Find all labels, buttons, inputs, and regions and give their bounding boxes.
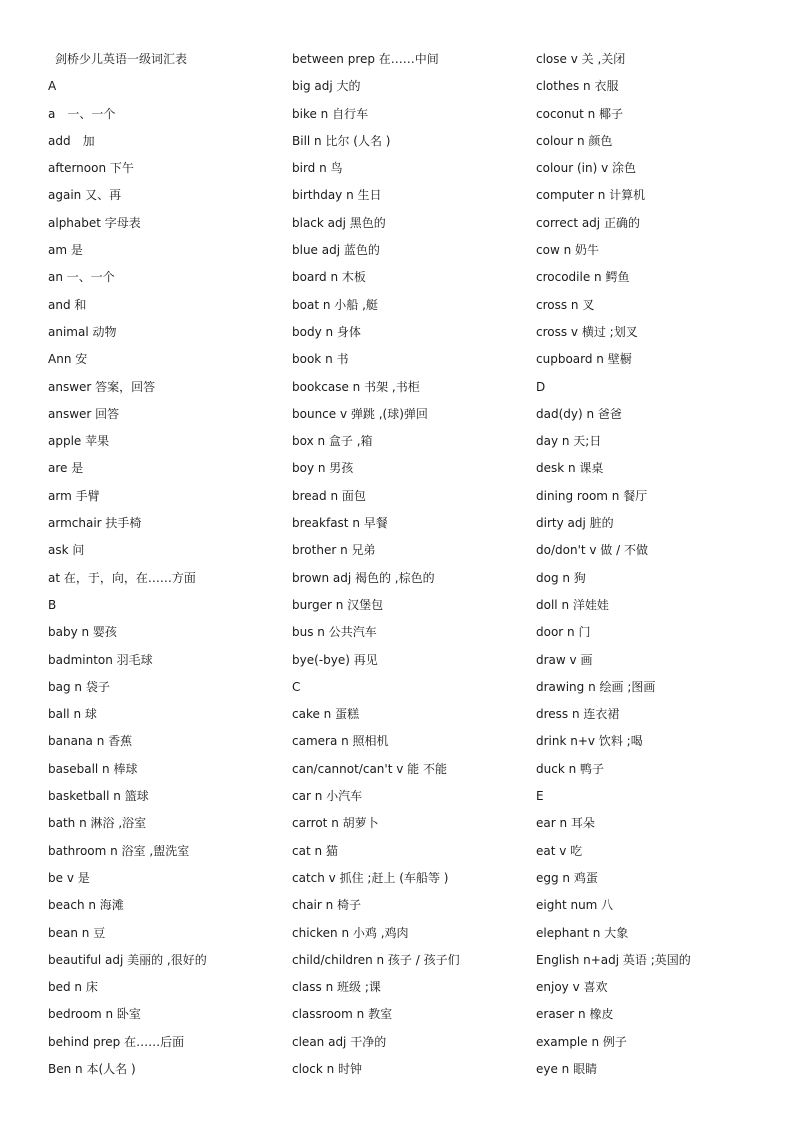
vocab-entry: duck n 鸭子 xyxy=(536,761,605,776)
vocab-entry: bookcase n 书架 ,书柜 xyxy=(292,379,420,394)
vocab-entry: big adj 大的 xyxy=(292,79,361,94)
vocab-entry: answer 答案，回答 xyxy=(48,379,156,394)
vocab-entry: dirty adj 脏的 xyxy=(536,516,614,531)
vocab-entry: child/children n 孩子 / 孩子们 xyxy=(292,952,460,967)
vocab-entry: eat v 吃 xyxy=(536,843,583,858)
vocab-entry: enjoy v 喜欢 xyxy=(536,980,608,995)
vocab-entry: armchair 扶手椅 xyxy=(48,516,142,531)
vocab-entry: boy n 男孩 xyxy=(292,461,354,476)
vocab-entry: carrot n 胡萝卜 xyxy=(292,816,379,831)
vocab-entry: badminton 羽毛球 xyxy=(48,652,153,667)
vocab-entry: close v 关 ,关闭 xyxy=(536,52,626,66)
vocab-entry: bed n 床 xyxy=(48,980,98,995)
vocab-entry: black adj 黑色的 xyxy=(292,215,386,230)
vocab-entry: cross v 横过 ;划叉 xyxy=(536,324,638,339)
vocab-entry: bath n 淋浴 ,浴室 xyxy=(48,816,147,831)
vocab-entry: bus n 公共汽车 xyxy=(292,625,377,640)
vocab-entry: body n 身体 xyxy=(292,324,361,339)
vocab-entry: bathroom n 浴室 ,盥洗室 xyxy=(48,843,190,858)
vocab-entry: chair n 椅子 xyxy=(292,898,362,913)
vocab-entry: cupboard n 壁橱 xyxy=(536,352,632,367)
vocab-entry: cat n 猫 xyxy=(292,843,338,858)
vocab-entry: breakfast n 早餐 xyxy=(292,516,388,531)
vocab-entry: colour (in) v 涂色 xyxy=(536,161,637,176)
vocab-entry: bean n 豆 xyxy=(48,925,106,940)
vocab-entry: beach n 海滩 xyxy=(48,898,124,913)
vocab-entry: eye n 眼睛 xyxy=(536,1061,598,1076)
vocab-entry: correct adj 正确的 xyxy=(536,215,640,230)
section-letter: E xyxy=(536,789,544,804)
vocab-entry: drawing n 绘画 ;图画 xyxy=(536,679,656,694)
vocab-entry: elephant n 大象 xyxy=(536,925,629,940)
vocab-entry: between prep 在……中间 xyxy=(292,52,439,66)
vocab-entry: an 一、一个 xyxy=(48,270,115,285)
vocab-entry: answer 回答 xyxy=(48,406,120,421)
vocab-entry: cross n 叉 xyxy=(536,297,595,312)
vocab-entry: a 一、一个 xyxy=(48,106,116,121)
vocab-entry: camera n 照相机 xyxy=(292,734,389,749)
section-letter: A xyxy=(48,79,57,94)
vocab-entry: door n 门 xyxy=(536,625,591,640)
vocab-entry: example n 例子 xyxy=(536,1034,627,1049)
vocab-entry: add 加 xyxy=(48,133,95,148)
vocab-entry: brown adj 褐色的 ,棕色的 xyxy=(292,570,435,585)
vocab-entry: brother n 兄弟 xyxy=(292,543,376,558)
vocab-entry: animal 动物 xyxy=(48,324,117,339)
vocab-entry: boat n 小船 ,艇 xyxy=(292,297,378,312)
vocab-entry: baby n 婴孩 xyxy=(48,625,117,640)
section-letter: D xyxy=(536,379,546,394)
vocab-entry: again 又、再 xyxy=(48,188,122,203)
vocab-entry: desk n 课桌 xyxy=(536,461,604,476)
vocab-entry: dog n 狗 xyxy=(536,570,586,585)
vocab-entry: bread n 面包 xyxy=(292,488,366,503)
vocab-entry: bird n 鸟 xyxy=(292,161,343,176)
vocab-entry: day n 天;日 xyxy=(536,434,602,449)
vocab-entry: doll n 洋娃娃 xyxy=(536,597,609,612)
vocab-entry: ball n 球 xyxy=(48,707,97,722)
vocab-entry: blue adj 蓝色的 xyxy=(292,243,380,258)
section-letter: C xyxy=(292,679,301,694)
vocab-entry: alphabet 字母表 xyxy=(48,215,141,230)
vocab-entry: apple 苹果 xyxy=(48,434,110,449)
vocab-entry: Bill n 比尔 (人名 ) xyxy=(292,133,391,148)
vocab-entry: egg n 鸡蛋 xyxy=(536,870,598,885)
vocab-entry: bye(-bye) 再见 xyxy=(292,652,378,667)
vocab-entry: class n 班级 ;课 xyxy=(292,980,381,995)
vocab-entry: am 是 xyxy=(48,243,83,258)
vocab-entry: crocodile n 鳄鱼 xyxy=(536,270,630,285)
column-2 xyxy=(292,46,532,1083)
vocab-entry: at 在，于，向，在……方面 xyxy=(48,570,196,585)
page-title: 剑桥少儿英语一级词汇表 xyxy=(55,52,188,66)
vocab-entry: eraser n 橡皮 xyxy=(536,1007,614,1022)
vocab-entry: bike n 自行车 xyxy=(292,106,369,121)
vocab-entry: burger n 汉堡包 xyxy=(292,597,384,612)
vocab-entry: dress n 连衣裙 xyxy=(536,707,620,722)
vocab-entry: computer n 计算机 xyxy=(536,188,646,203)
vocab-entry: English n+adj 英语 ;英国的 xyxy=(536,952,691,967)
vocab-entry: be v 是 xyxy=(48,870,90,885)
vocab-entry: birthday n 生日 xyxy=(292,188,382,203)
vocab-entry: car n 小汽车 xyxy=(292,789,363,804)
vocab-entry: banana n 香蕉 xyxy=(48,734,133,749)
vocab-entry: arm 手臂 xyxy=(48,488,100,503)
vocab-entry: Ann 安 xyxy=(48,352,88,367)
vocab-entry: Ben n 本(人名 ) xyxy=(48,1061,136,1076)
vocab-entry: ear n 耳朵 xyxy=(536,816,595,831)
section-letter: B xyxy=(48,597,57,612)
vocab-entry: do/don't v 做 / 不做 xyxy=(536,543,648,558)
vocab-entry: and 和 xyxy=(48,297,87,312)
vocab-entry: cake n 蛋糕 xyxy=(292,707,360,722)
vocab-entry: eight num 八 xyxy=(536,898,614,913)
vocab-entry: chicken n 小鸡 ,鸡肉 xyxy=(292,925,409,940)
vocab-entry: clean adj 干净的 xyxy=(292,1034,387,1049)
vocab-entry: classroom n 教室 xyxy=(292,1007,393,1022)
vocab-entry: bounce v 弹跳 ,(球)弹回 xyxy=(292,406,428,421)
column-1 xyxy=(48,46,288,1083)
vocab-entry: ask 问 xyxy=(48,543,85,558)
vocab-entry: clock n 时钟 xyxy=(292,1061,363,1076)
vocab-entry: clothes n 衣服 xyxy=(536,79,619,94)
vocab-entry: book n 书 xyxy=(292,352,349,367)
vocab-entry: baseball n 棒球 xyxy=(48,761,138,776)
vocab-entry: cow n 奶牛 xyxy=(536,243,599,258)
vocab-entry: afternoon 下午 xyxy=(48,161,134,176)
vocab-entry: basketball n 篮球 xyxy=(48,789,149,804)
vocab-entry: bedroom n 卧室 xyxy=(48,1007,141,1022)
vocab-entry: board n 木板 xyxy=(292,270,366,285)
vocab-entry: bag n 袋子 xyxy=(48,679,110,694)
vocab-entry: dad(dy) n 爸爸 xyxy=(536,406,622,421)
vocab-entry: behind prep 在……后面 xyxy=(48,1034,185,1049)
vocab-entry: drink n+v 饮料 ;喝 xyxy=(536,734,643,749)
vocab-entry: coconut n 椰子 xyxy=(536,106,624,121)
vocab-entry: can/cannot/can't v 能 不能 xyxy=(292,761,447,776)
vocab-entry: box n 盒子 ,箱 xyxy=(292,434,373,449)
vocab-entry: are 是 xyxy=(48,461,84,476)
vocab-entry: dining room n 餐厅 xyxy=(536,488,648,503)
vocab-entry: catch v 抓住 ;赶上 (车船等 ) xyxy=(292,870,449,885)
column-3 xyxy=(536,46,776,1083)
vocab-entry: beautiful adj 美丽的 ,很好的 xyxy=(48,952,207,967)
vocab-entry: colour n 颜色 xyxy=(536,133,613,148)
vocab-entry: draw v 画 xyxy=(536,652,593,667)
